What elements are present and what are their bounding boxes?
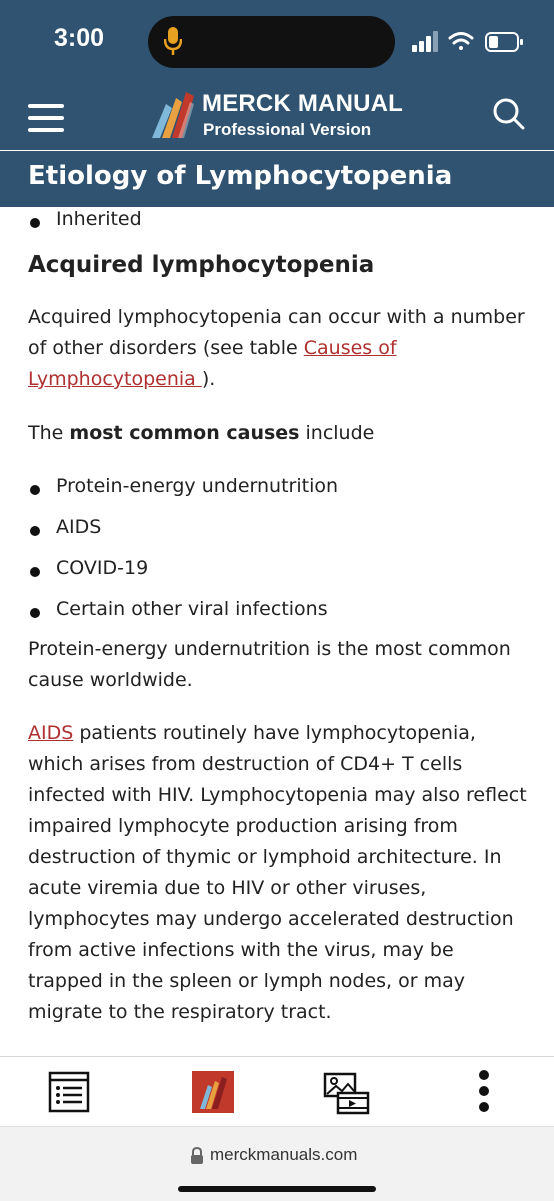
media-icon[interactable]: [322, 1071, 372, 1115]
merck-logo-icon: [148, 90, 198, 140]
wifi-icon: [450, 34, 472, 51]
battery-icon: [486, 33, 523, 51]
list-item: Protein-energy undernutrition: [56, 475, 339, 497]
more-vertical-icon[interactable]: [476, 1069, 492, 1115]
bottom-toolbar: [0, 1056, 554, 1127]
signal-icon: [412, 31, 438, 52]
merck-logo-icon[interactable]: [192, 1071, 234, 1113]
list-item: Inherited: [56, 208, 142, 230]
list-item: COVID-19: [56, 557, 149, 579]
dynamic-island: [148, 16, 395, 68]
paragraph: Acquired lymphocytopenia can occur with a number of other disorders (see table Causes of Lymphocytopenia ).: [28, 306, 525, 390]
brand-title[interactable]: MERCK MANUAL: [202, 90, 404, 117]
status-icons: [410, 28, 526, 56]
list-icon[interactable]: [48, 1071, 90, 1113]
lock-icon: [190, 1147, 204, 1165]
status-time: 3:00: [54, 24, 105, 52]
paragraph: Protein-energy undernutrition is the most common cause worldwide.: [28, 638, 511, 691]
url-text[interactable]: merckmanuals.com: [210, 1145, 358, 1164]
list-item: AIDS: [56, 516, 102, 538]
section-heading: Acquired lymphocytopenia: [28, 252, 375, 278]
list-item: Certain other viral infections: [56, 598, 328, 620]
section-title-bar: [0, 151, 554, 207]
search-icon[interactable]: [492, 97, 526, 131]
section-title: Etiology of Lymphocytopenia: [28, 161, 453, 191]
home-indicator[interactable]: [178, 1186, 376, 1192]
microphone-icon: [164, 26, 182, 56]
app-header: [0, 0, 554, 150]
causes-table-link[interactable]: Causes of Lymphocytopenia: [28, 337, 397, 390]
aids-link[interactable]: AIDS: [28, 722, 74, 744]
paragraph: AIDS patients routinely have lymphocytopenia, which arises from destruction of CD4+ T cells infected with HIV. Lymphocytopenia may also reflect impaired lymphocyte production arising from destruction of thymic or lymphoid architecture. In acute viremia due to HIV or other viruses, lymphocytes may undergo accelerated destruction from active infections with the virus, may be trapped in the spleen or lymph nodes, or may migrate to the respiratory tract.: [28, 722, 527, 1023]
menu-button[interactable]: [28, 104, 64, 132]
paragraph: The most common causes include: [28, 422, 375, 444]
brand-subtitle: Professional Version: [203, 120, 372, 139]
